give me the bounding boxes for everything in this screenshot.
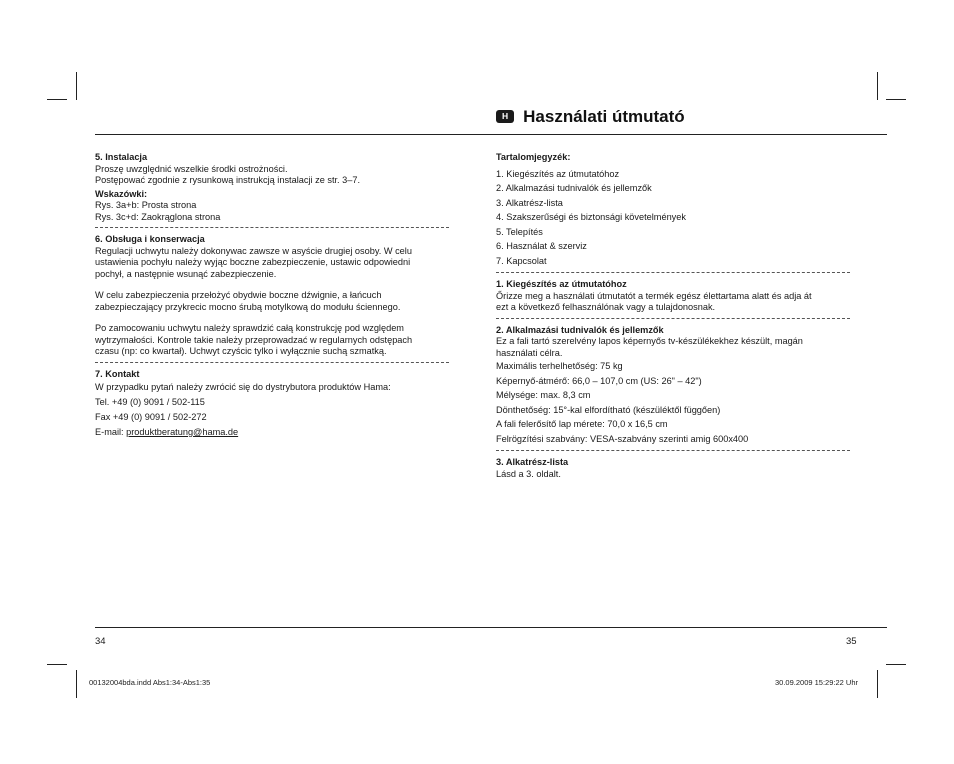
spec-line: Maximális terhelhetőség: 75 kg bbox=[496, 361, 623, 371]
page-header bbox=[496, 106, 685, 127]
text-line: Rys. 3a+b: Prosta strona bbox=[95, 200, 197, 210]
header-rule bbox=[95, 134, 887, 135]
section-supplement bbox=[496, 279, 854, 314]
section-maintenance bbox=[95, 234, 453, 358]
crop-mark bbox=[877, 670, 878, 698]
crop-mark bbox=[886, 664, 906, 665]
section-heading: 3. Alkatrész-lista bbox=[496, 457, 569, 467]
section-heading: 6. Obsługa i konserwacja bbox=[95, 234, 205, 244]
spec-line: Mélysége: max. 8,3 cm bbox=[496, 390, 591, 400]
email-link[interactable]: produktberatung@hama.de bbox=[126, 427, 239, 437]
left-column bbox=[95, 152, 453, 440]
text-line: Po zamocowaniu uchwytu należy sprawdzić całą konstrukcję pod względem bbox=[95, 323, 404, 333]
email-line bbox=[95, 425, 453, 440]
right-column bbox=[496, 152, 854, 480]
text-line: Regulacji uchwytu należy dokonywac zawsze w asyście drugiej osoby. W celu bbox=[95, 245, 412, 256]
spec-line: A fali felerősítő lap mérete: 70,0 x 16,5 cm bbox=[496, 419, 668, 429]
toc-heading: Tartalomjegyzék: bbox=[496, 152, 571, 162]
toc-item: 7. Kapcsolat bbox=[496, 255, 547, 266]
text-line: ustawienia pochyłu należy wyjąc boczne zabezpieczenie, ustawic odpowiedni bbox=[95, 257, 411, 267]
toc-item: 2. Alkalmazási tudnivalók és jellemzők bbox=[496, 183, 652, 193]
section-heading: 7. Kontakt bbox=[95, 368, 140, 379]
toc-item: 1. Kiegészítés az útmutatóhoz bbox=[496, 168, 620, 179]
crop-mark bbox=[47, 664, 67, 665]
text-line: Rys. 3c+d: Zaokrąglona strona bbox=[95, 211, 221, 222]
text-line: Lásd a 3. oldalt. bbox=[496, 468, 561, 479]
toc-item: 3. Alkatrész-lista bbox=[496, 197, 563, 208]
section-heading: 5. Instalacja bbox=[95, 152, 148, 162]
section-installation bbox=[95, 152, 453, 223]
text-line: Ez a fali tartó szerelvény lapos képernyős tv-készülékekhez készült, magán bbox=[496, 336, 803, 346]
language-badge: H bbox=[496, 110, 514, 123]
crop-mark bbox=[886, 99, 906, 100]
toc-item: 6. Használat & szerviz bbox=[496, 241, 587, 251]
crop-mark bbox=[877, 72, 878, 100]
email-label: E-mail: bbox=[95, 427, 127, 437]
text-line: Proszę uwzględnić wszelkie środki ostrożności. bbox=[95, 163, 288, 174]
sub-heading: Wskazówki: bbox=[95, 188, 148, 199]
text-line: pochył, a następnie wsunąć zabezpieczenie. bbox=[95, 268, 277, 279]
phone-line: Tel. +49 (0) 9091 / 502-115 bbox=[95, 397, 205, 407]
crop-mark bbox=[76, 72, 77, 100]
text-line: wytrzymałości. Kontrole takie należy przeprowadzać w regularnych odstępach bbox=[95, 334, 413, 345]
page-title: Használati útmutató bbox=[523, 107, 685, 126]
section-heading: 2. Alkalmazási tudnivalók és jellemzők bbox=[496, 324, 664, 335]
page-number-left: 34 bbox=[95, 636, 106, 647]
table-of-contents bbox=[496, 152, 854, 268]
section-heading: 1. Kiegészítés az útmutatóhoz bbox=[496, 279, 627, 289]
section-contact bbox=[95, 369, 453, 441]
dashed-divider bbox=[95, 227, 449, 228]
section-parts-list bbox=[496, 457, 854, 480]
dashed-divider bbox=[496, 450, 850, 451]
toc-item: 5. Telepítés bbox=[496, 226, 543, 237]
text-line: W celu zabezpieczenia przełożyć obydwie boczne dźwignie, a łańcuch bbox=[95, 290, 382, 300]
section-features bbox=[496, 325, 854, 447]
dashed-divider bbox=[496, 272, 850, 273]
dashed-divider bbox=[496, 318, 850, 319]
spec-line: Felrögzítési szabvány: VESA-szabvány szerinti amig 600x400 bbox=[496, 433, 749, 444]
footer-rule bbox=[95, 627, 887, 628]
date-info: 30.09.2009 15:29:22 Uhr bbox=[775, 678, 858, 687]
text-line: ezt a következő felhasználónak vagy a tulajdonosnak. bbox=[496, 302, 716, 312]
dashed-divider bbox=[95, 362, 449, 363]
text-line: W przypadku pytań należy zwrócić się do dystrybutora produktów Hama: bbox=[95, 382, 391, 392]
page-number-right: 35 bbox=[846, 636, 857, 647]
toc-item: 4. Szakszerűségi és biztonsági követelmények bbox=[496, 212, 686, 222]
spec-line: Képernyő-átmérő: 66,0 – 107,0 cm (US: 26" – 42") bbox=[496, 375, 702, 386]
file-info: 00132004bda.indd Abs1:34-Abs1:35 bbox=[89, 678, 211, 687]
text-line: Postępować zgodnie z rysunkową instrukcją instalacji ze str. 3–7. bbox=[95, 175, 361, 185]
text-line: Őrizze meg a használati útmutatót a termék egész élettartama alatt és adja át bbox=[496, 290, 812, 301]
crop-mark bbox=[47, 99, 67, 100]
spec-line: Dönthetőség: 15°-kal elfordítható (készüléktől függően) bbox=[496, 404, 721, 415]
fax-line: Fax +49 (0) 9091 / 502-272 bbox=[95, 412, 207, 422]
text-line: használati célra. bbox=[496, 347, 563, 358]
crop-mark bbox=[76, 670, 77, 698]
text-line: zabezpieczający przykrecic mocno śrubą motylkową do modułu ściennego. bbox=[95, 301, 401, 312]
text-line: czasu (np: co kwartał). Uchwyt czyścic tylko i wyłącznie suchą szmatką. bbox=[95, 346, 387, 356]
